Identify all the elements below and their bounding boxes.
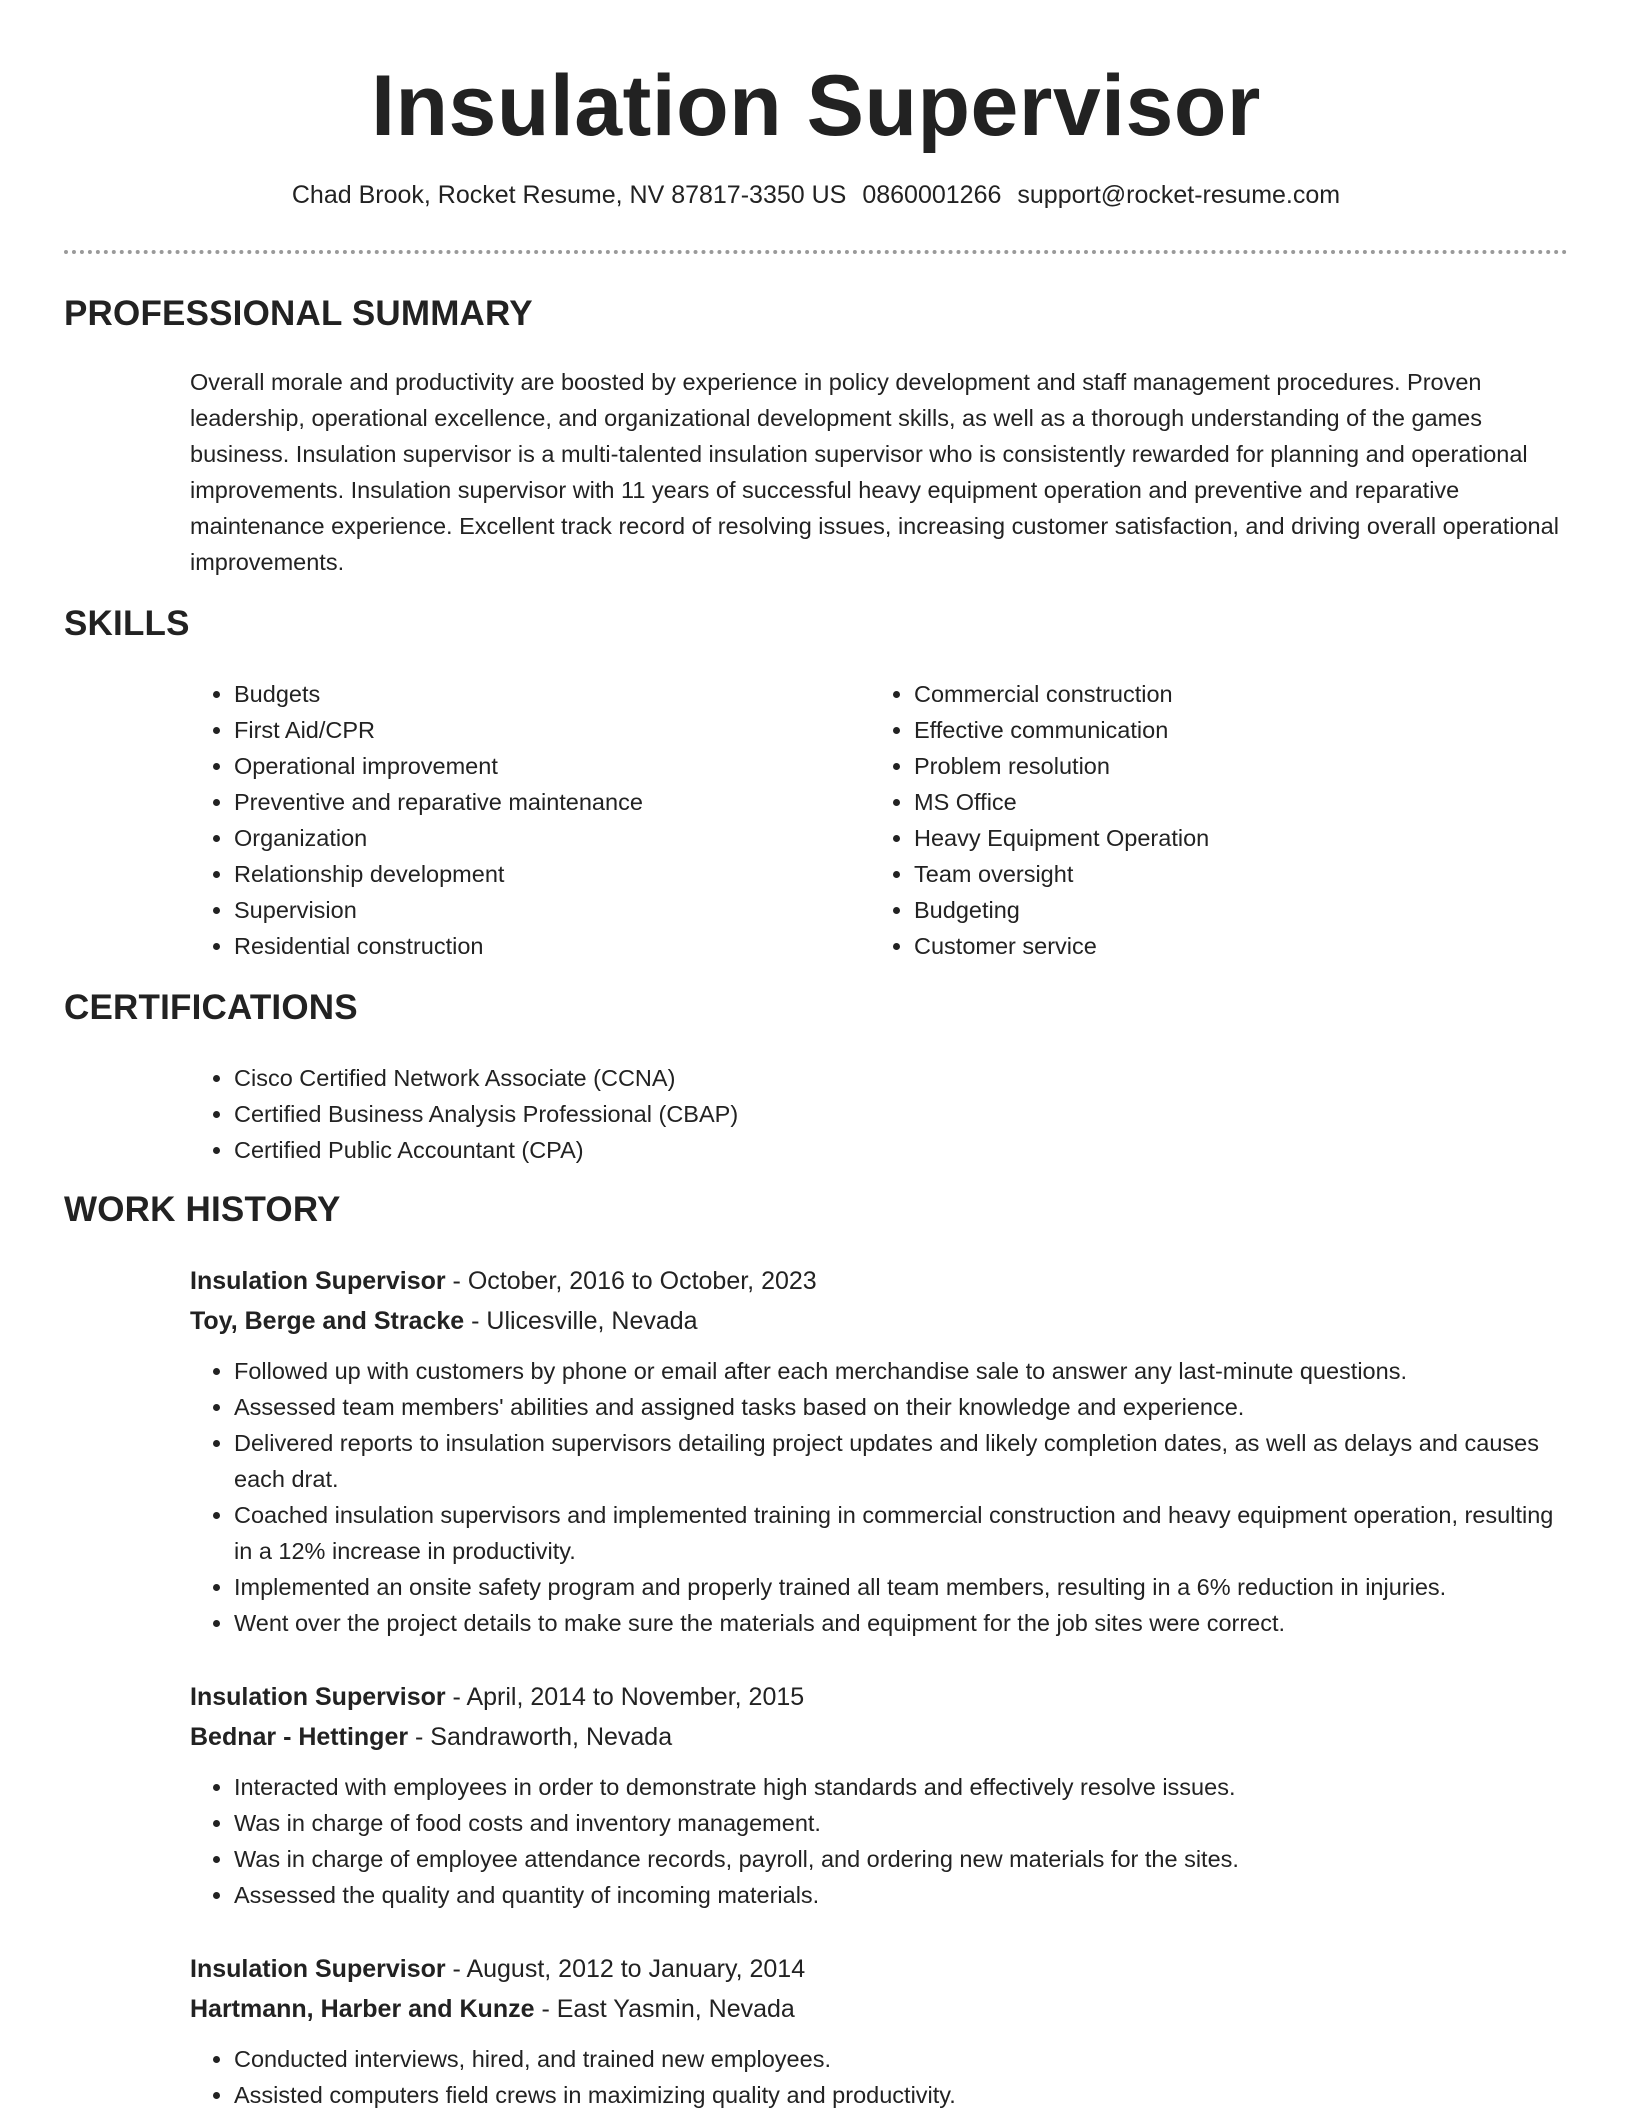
- job-bullet: • Coached insulation supervisors and implemented training in commercial construction and heavy equipment operation, resulting in a 12% increase in productivity.: [234, 1497, 1570, 1569]
- job-bullet: • Assessed the quality and quantity of incoming materials.: [234, 1877, 1570, 1913]
- job-location: - Ulicesville, Nevada: [464, 1307, 698, 1335]
- work-history-heading: WORK HISTORY: [64, 1190, 341, 1229]
- skill-item: • Budgets: [234, 676, 850, 712]
- job-bullet: • Assisted computers field crews in maximizing quality and productivity.: [234, 2077, 1570, 2113]
- skill-item: • MS Office: [914, 784, 1530, 820]
- certifications-heading: CERTIFICATIONS: [64, 988, 358, 1027]
- certification-item: • Cisco Certified Network Associate (CCNA): [234, 1060, 1570, 1096]
- job-role: Insulation Supervisor: [190, 1683, 446, 1711]
- job-bullet: • Interacted with employees in order to demonstrate high standards and effectively resolve issues.: [234, 1769, 1570, 1805]
- job-role: Insulation Supervisor: [190, 1267, 446, 1295]
- resume-title: Insulation Supervisor: [371, 58, 1261, 154]
- skill-item: • Supervision: [234, 892, 850, 928]
- job-company: Bednar - Hettinger: [190, 1723, 409, 1751]
- certification-item: • Certified Business Analysis Professional (CBAP): [234, 1096, 1570, 1132]
- job-bullet: • Implemented an onsite safety program and properly trained all team members, resulting in a 6% reduction in injuries.: [234, 1569, 1570, 1605]
- job-dates: - August, 2012 to January, 2014: [445, 1955, 806, 1983]
- summary-heading: PROFESSIONAL SUMMARY: [64, 294, 533, 333]
- skill-item: • Problem resolution: [914, 748, 1530, 784]
- job-title-line: [190, 1261, 1570, 1301]
- skill-item: • First Aid/CPR: [234, 712, 850, 748]
- skill-item: • Effective communication: [914, 712, 1530, 748]
- job-bullet: • Assessed team members' abilities and assigned tasks based on their knowledge and experience.: [234, 1389, 1570, 1425]
- skill-item: • Organization: [234, 820, 850, 856]
- contact-phone: 0860001266: [862, 181, 1002, 209]
- resume-page: [64, 0, 1568, 2108]
- summary-text: Overall morale and productivity are boosted by experience in policy development and staff management procedures. Proven leadership, operational excellence, and organizational development skills, as well as a thorough understanding of the games business. Insulation supervisor is a multi-talented insulation supervisor who is consistently rewarded for planning and operational improvements. Insulation supervisor with 11 years of successful heavy equipment operation and preventive and reparative maintenance experience. Excellent track record of resolving issues, increasing customer satisfaction, and driving overall operational improvements.: [190, 369, 1559, 575]
- skills-column-left: [190, 676, 850, 964]
- contact-address: Chad Brook, Rocket Resume, NV 87817-3350 US: [291, 181, 847, 209]
- job-bullet: • Followed up with customers by phone or email after each merchandise sale to answer any last-minute questions.: [234, 1353, 1570, 1389]
- job-bullet: • Went over the project details to make sure the materials and equipment for the job sites were correct.: [234, 1605, 1570, 1641]
- skill-item: • Operational improvement: [234, 748, 850, 784]
- job-location: - East Yasmin, Nevada: [534, 1995, 795, 2023]
- skill-item: • Residential construction: [234, 928, 850, 964]
- job-company: Hartmann, Harber and Kunze: [190, 1995, 535, 2023]
- skill-item: • Team oversight: [914, 856, 1530, 892]
- certifications-list: [190, 1060, 1570, 1168]
- header-divider: [64, 250, 1568, 254]
- skills-heading: SKILLS: [64, 604, 190, 643]
- skill-item: • Preventive and reparative maintenance: [234, 784, 850, 820]
- job-dates: - October, 2016 to October, 2023: [445, 1267, 817, 1295]
- skill-item: • Heavy Equipment Operation: [914, 820, 1530, 856]
- skill-item: • Budgeting: [914, 892, 1530, 928]
- skills-column-right: [870, 676, 1530, 964]
- job-entry: [190, 1677, 1570, 1913]
- job-company-line: [190, 1717, 1570, 1757]
- job-company-line: [190, 1301, 1570, 1341]
- job-bullet: • Was in charge of food costs and inventory management.: [234, 1805, 1570, 1841]
- skill-item: • Commercial construction: [914, 676, 1530, 712]
- job-entry: [190, 1949, 1570, 2113]
- job-bullet: • Delivered reports to insulation supervisors detailing project updates and likely completion dates, as well as delays and causes each drat.: [234, 1425, 1570, 1497]
- job-title-line: [190, 1949, 1570, 1989]
- job-company: Toy, Berge and Stracke: [190, 1307, 465, 1335]
- job-dates: - April, 2014 to November, 2015: [445, 1683, 805, 1711]
- job-company-line: [190, 1989, 1570, 2029]
- job-location: - Sandraworth, Nevada: [408, 1723, 673, 1751]
- job-bullet: • Was in charge of employee attendance records, payroll, and ordering new materials for the sites.: [234, 1841, 1570, 1877]
- job-entry: [190, 1261, 1570, 1641]
- job-role: Insulation Supervisor: [190, 1955, 446, 1983]
- job-title-line: [190, 1677, 1570, 1717]
- contact-line: [64, 178, 1568, 212]
- skill-item: • Relationship development: [234, 856, 850, 892]
- certification-item: • Certified Public Accountant (CPA): [234, 1132, 1570, 1168]
- job-bullet: • Conducted interviews, hired, and trained new employees.: [234, 2041, 1570, 2077]
- skill-item: • Customer service: [914, 928, 1530, 964]
- contact-email[interactable]: support@rocket-resume.com: [1017, 181, 1341, 209]
